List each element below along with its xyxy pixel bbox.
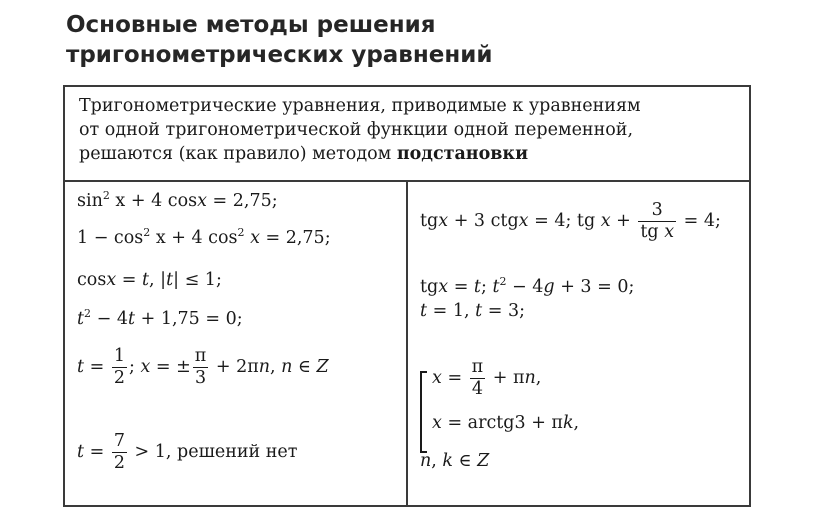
fraction: $\frac{\pi}{3}$ bbox=[194, 345, 207, 388]
header-line-2: от одной тригонометрической функции одной переменной, bbox=[79, 120, 634, 140]
system-bracket bbox=[420, 371, 427, 453]
header-line-3-text: решаются (как правило) методом bbox=[79, 144, 397, 164]
title-line-1: Основные методы решения bbox=[66, 12, 436, 38]
equation-line: tgx + 3 ctgx = 4; tg x + $\frac{3}{\text{tg x}}$ = 4; bbox=[420, 199, 721, 242]
fraction: $\frac{1}{2}$ bbox=[113, 345, 125, 388]
header-line-3 bbox=[79, 142, 739, 166]
title-line-2: тригонометрических уравнений bbox=[66, 42, 493, 68]
table-header-cell bbox=[65, 87, 749, 182]
equation-line: cosx = t, |t| ≤ 1; bbox=[77, 270, 222, 290]
header-line-1: Тригонометрические уравнения, приводимые к уравнениям bbox=[79, 96, 641, 116]
fraction: $\frac{7}{2}$ bbox=[113, 430, 125, 473]
equation-line: t = $\frac{1}{2}$ ; x = ± $\frac{\pi}{3}$ + 2πn, n ∈ Z bbox=[77, 345, 329, 388]
left-cell bbox=[65, 182, 406, 505]
equation-line: x = arctg3 + πk, bbox=[432, 413, 580, 433]
equation-line: $1 - \cos^2 x + 4$ $\cos^2 x = 2,75$; bbox=[77, 226, 331, 248]
equation-line: t = 1, t = 3; bbox=[420, 301, 525, 321]
equation-line: n, k ∈ Z bbox=[420, 451, 490, 471]
fraction: $\frac{\pi}{4}$ bbox=[471, 356, 484, 399]
equation-line: $\sin^2 x + 4$ cosx = 2,75; bbox=[77, 189, 278, 211]
methods-table bbox=[63, 85, 751, 507]
equation-line: tgx = t; $t^2 - 4g + 3 = 0$; bbox=[420, 275, 635, 297]
header-method-bold: подстановки bbox=[396, 144, 529, 164]
equation-line: x = $\frac{\pi}{4}$ + πn, bbox=[432, 356, 542, 399]
page-title bbox=[66, 10, 492, 70]
equation-line: t = $\frac{7}{2}$ > 1, решений нет bbox=[77, 430, 298, 473]
right-cell bbox=[408, 182, 749, 505]
fraction: $\frac{3}{\text{tg x}}$ bbox=[640, 199, 675, 242]
equation-line: $t^2 - 4t + 1,75 = 0$; bbox=[77, 307, 243, 329]
